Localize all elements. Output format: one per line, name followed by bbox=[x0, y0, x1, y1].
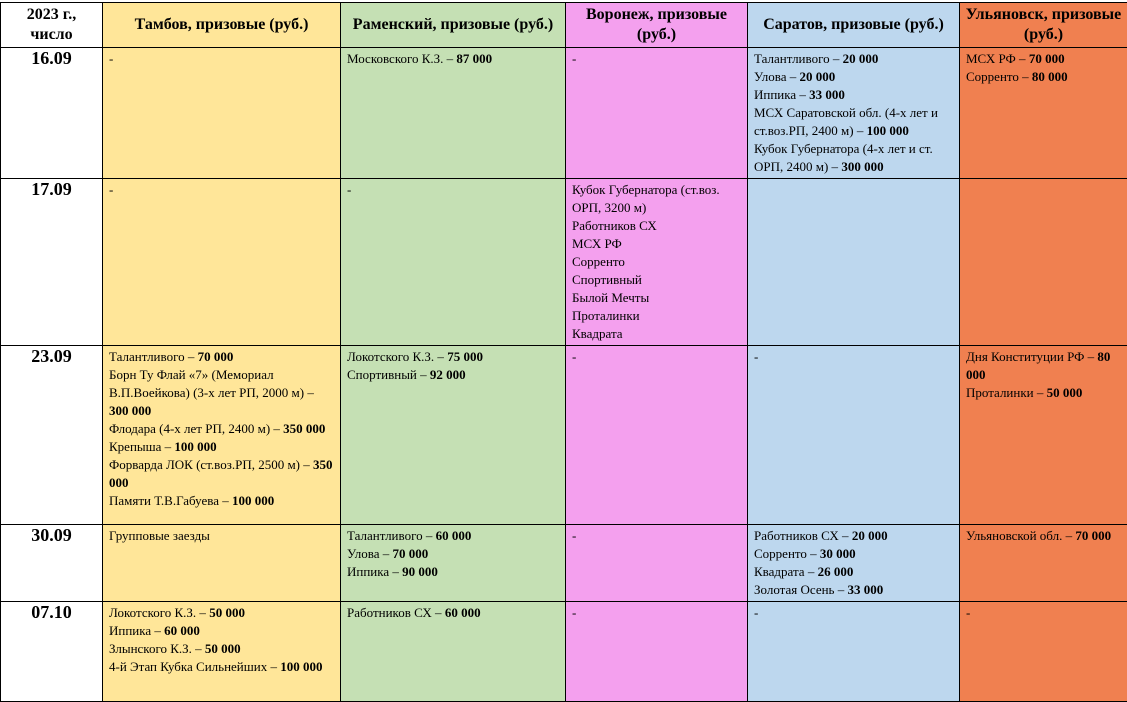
race-entry: - bbox=[754, 604, 953, 622]
prize-amount: 75 000 bbox=[447, 349, 483, 364]
saratov-column-header: Саратов, призовые (руб.) bbox=[748, 3, 960, 48]
race-entry: Сорренто – 30 000 bbox=[754, 545, 953, 563]
race-entry: Спортивный bbox=[572, 271, 741, 289]
voronezh-cell bbox=[566, 179, 748, 346]
prize-amount: 60 000 bbox=[436, 528, 472, 543]
race-entry: Работников СХ – 60 000 bbox=[347, 604, 559, 622]
race-entry: Спортивный – 92 000 bbox=[347, 366, 559, 384]
race-entry: Флодара (4-х лет РП, 2400 м) – 350 000 bbox=[109, 420, 334, 438]
race-entry: Былой Мечты bbox=[572, 289, 741, 307]
race-entry: Дня Конституции РФ – 80 000 bbox=[966, 348, 1121, 384]
race-entry: Ульяновской обл. – 70 000 bbox=[966, 527, 1121, 545]
prize-amount: 350 000 bbox=[109, 457, 333, 490]
race-entry: Иппика – 33 000 bbox=[754, 86, 953, 104]
race-entry: - bbox=[109, 50, 334, 68]
race-entry: Локотского К.З. – 50 000 bbox=[109, 604, 334, 622]
prize-amount: 100 000 bbox=[280, 659, 322, 674]
race-entry: Иппика – 60 000 bbox=[109, 622, 334, 640]
race-schedule-table bbox=[0, 2, 1127, 702]
date-cell: 07.10 bbox=[1, 602, 103, 702]
ramenskiy-cell bbox=[341, 48, 566, 179]
race-entry: Борн Ту Флай «7» (Мемориал В.П.Воейкова) (3-х лет РП, 2000 м) – 300 000 bbox=[109, 366, 334, 420]
race-entry: Талантливого – 60 000 bbox=[347, 527, 559, 545]
race-entry: Форварда ЛОК (ст.воз.РП, 2500 м) – 350 000 bbox=[109, 456, 334, 492]
prize-amount: 350 000 bbox=[283, 421, 325, 436]
date-cell: 30.09 bbox=[1, 525, 103, 602]
saratov-cell bbox=[748, 346, 960, 525]
race-entry: Проталинки – 50 000 bbox=[966, 384, 1121, 402]
prize-amount: 50 000 bbox=[1047, 385, 1083, 400]
prize-amount: 30 000 bbox=[820, 546, 856, 561]
prize-amount: 80 000 bbox=[966, 349, 1110, 382]
race-entry: Кубок Губернатора (ст.воз. ОРП, 3200 м) bbox=[572, 181, 741, 217]
saratov-cell bbox=[748, 48, 960, 179]
prize-amount: 20 000 bbox=[843, 51, 879, 66]
race-entry: - bbox=[572, 50, 741, 68]
prize-amount: 33 000 bbox=[809, 87, 845, 102]
table-row bbox=[1, 346, 1127, 525]
tambov-column-header: Тамбов, призовые (руб.) bbox=[103, 3, 341, 48]
prize-amount: 70 000 bbox=[1075, 528, 1111, 543]
tambov-cell bbox=[103, 525, 341, 602]
table-row bbox=[1, 48, 1127, 179]
race-entry: Квадрата – 26 000 bbox=[754, 563, 953, 581]
race-entry: - bbox=[572, 527, 741, 545]
date-cell: 23.09 bbox=[1, 346, 103, 525]
race-entry: Проталинки bbox=[572, 307, 741, 325]
table-row bbox=[1, 602, 1127, 702]
race-entry: - bbox=[109, 181, 334, 199]
ulyanovsk-cell bbox=[960, 48, 1127, 179]
header-row bbox=[1, 3, 1127, 48]
race-entry: - bbox=[572, 348, 741, 366]
prize-amount: 60 000 bbox=[164, 623, 200, 638]
ulyanovsk-cell bbox=[960, 346, 1127, 525]
race-entry: Московского К.З. – 87 000 bbox=[347, 50, 559, 68]
ulyanovsk-cell bbox=[960, 525, 1127, 602]
race-entry: - bbox=[754, 348, 953, 366]
voronezh-cell bbox=[566, 602, 748, 702]
voronezh-cell bbox=[566, 346, 748, 525]
prize-amount: 70 000 bbox=[1029, 51, 1065, 66]
race-entry: Крепыша – 100 000 bbox=[109, 438, 334, 456]
prize-amount: 70 000 bbox=[392, 546, 428, 561]
race-entry: - bbox=[572, 604, 741, 622]
prize-amount: 60 000 bbox=[445, 605, 481, 620]
race-entry: Талантливого – 70 000 bbox=[109, 348, 334, 366]
prize-amount: 90 000 bbox=[402, 564, 438, 579]
prize-amount: 100 000 bbox=[867, 123, 909, 138]
race-entry: 4-й Этап Кубка Сильнейших – 100 000 bbox=[109, 658, 334, 676]
tambov-cell bbox=[103, 179, 341, 346]
ulyanovsk-cell bbox=[960, 179, 1127, 346]
voronezh-cell bbox=[566, 48, 748, 179]
ramenskiy-column-header: Раменский, призовые (руб.) bbox=[341, 3, 566, 48]
race-entry: - bbox=[966, 604, 1121, 622]
ramenskiy-cell bbox=[341, 346, 566, 525]
prize-amount: 300 000 bbox=[109, 403, 151, 418]
voronezh-column-header: Воронеж, призовые (руб.) bbox=[566, 3, 748, 48]
tambov-cell bbox=[103, 48, 341, 179]
date-column-header: 2023 г., число bbox=[1, 3, 103, 48]
ulyanovsk-column-header: Ульяновск, призовые (руб.) bbox=[960, 3, 1127, 48]
prize-amount: 100 000 bbox=[232, 493, 274, 508]
saratov-cell bbox=[748, 602, 960, 702]
race-entry: МСХ РФ – 70 000 bbox=[966, 50, 1121, 68]
prize-amount: 20 000 bbox=[799, 69, 835, 84]
table-row bbox=[1, 525, 1127, 602]
race-entry: Улова – 70 000 bbox=[347, 545, 559, 563]
ramenskiy-cell bbox=[341, 179, 566, 346]
date-cell: 16.09 bbox=[1, 48, 103, 179]
race-entry: Сорренто bbox=[572, 253, 741, 271]
ramenskiy-cell bbox=[341, 525, 566, 602]
prize-amount: 26 000 bbox=[818, 564, 854, 579]
race-entry: Злынского К.З. – 50 000 bbox=[109, 640, 334, 658]
saratov-cell bbox=[748, 179, 960, 346]
race-entry: Талантливого – 20 000 bbox=[754, 50, 953, 68]
table-row bbox=[1, 179, 1127, 346]
race-entry: Памяти Т.В.Габуева – 100 000 bbox=[109, 492, 334, 510]
race-entry: Работников СХ bbox=[572, 217, 741, 235]
race-entry: Золотая Осень – 33 000 bbox=[754, 581, 953, 599]
tambov-cell bbox=[103, 602, 341, 702]
saratov-cell bbox=[748, 525, 960, 602]
tambov-cell bbox=[103, 346, 341, 525]
race-entry: Локотского К.З. – 75 000 bbox=[347, 348, 559, 366]
prize-amount: 87 000 bbox=[456, 51, 492, 66]
prize-amount: 92 000 bbox=[430, 367, 466, 382]
race-entry: Кубок Губернатора (4-х лет и ст. ОРП, 2400 м) – 300 000 bbox=[754, 140, 953, 176]
race-entry: Иппика – 90 000 bbox=[347, 563, 559, 581]
prize-amount: 50 000 bbox=[205, 641, 241, 656]
race-entry: Улова – 20 000 bbox=[754, 68, 953, 86]
race-entry: МСХ Саратовской обл. (4-х лет и ст.воз.РП, 2400 м) – 100 000 bbox=[754, 104, 953, 140]
race-entry: Сорренто – 80 000 bbox=[966, 68, 1121, 86]
race-entry: МСХ РФ bbox=[572, 235, 741, 253]
voronezh-cell bbox=[566, 525, 748, 602]
ramenskiy-cell bbox=[341, 602, 566, 702]
prize-amount: 100 000 bbox=[174, 439, 216, 454]
prize-amount: 300 000 bbox=[841, 159, 883, 174]
date-cell: 17.09 bbox=[1, 179, 103, 346]
prize-amount: 80 000 bbox=[1032, 69, 1068, 84]
prize-amount: 70 000 bbox=[198, 349, 234, 364]
prize-amount: 50 000 bbox=[209, 605, 245, 620]
prize-amount: 20 000 bbox=[852, 528, 888, 543]
race-entry: Квадрата bbox=[572, 325, 741, 343]
prize-amount: 33 000 bbox=[847, 582, 883, 597]
race-entry: Групповые заезды bbox=[109, 527, 334, 545]
ulyanovsk-cell bbox=[960, 602, 1127, 702]
race-entry: - bbox=[347, 181, 559, 199]
race-entry: Работников СХ – 20 000 bbox=[754, 527, 953, 545]
